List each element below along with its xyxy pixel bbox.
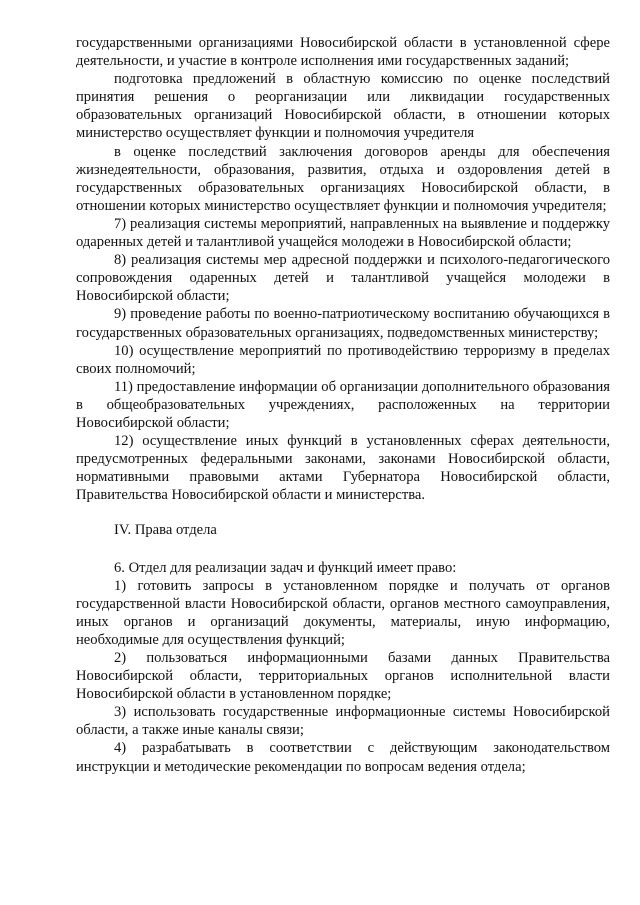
document-page xyxy=(76,34,610,776)
paragraph: государственными организациями Новосибирской области в установленной сфере деятельности, и участие в контроле исполнения ими государственных заданий; xyxy=(76,35,610,70)
paragraph: 7) реализация системы мероприятий, направленных на выявление и поддержку одаренных детей и талантливой учащейся молодежи в Новосибирской области; xyxy=(76,215,610,251)
spacer xyxy=(76,540,610,559)
paragraph: 2) пользоваться информационными базами данных Правительства Новосибирской области, территориальных органов исполнительной власти Новосибирской области в установленном порядке; xyxy=(76,650,610,703)
paragraph: в оценке последствий заключения договоров аренды для обеспечения жизнедеятельности, образования, развития, отдыха и оздоровления детей в государственных образовательных организациях Новосибирской области, в отношении которых министерство осуществляет функции и полномочия учредителя; xyxy=(76,143,610,214)
paragraph-group-functions xyxy=(76,34,610,504)
paragraph: 6. Отдел для реализации задач и функций имеет право: xyxy=(114,559,457,576)
spacer xyxy=(76,504,610,521)
paragraph: 4) разрабатывать в соответствии с действующим законодательством инструкции и методические рекомендации по вопросам ведения отдела; xyxy=(76,740,610,775)
paragraph: 8) реализация системы мер адресной поддержки и психолого-педагогического сопровождения одаренных детей и талантливой учащейся молодежи в Новосибирской области; xyxy=(76,252,610,305)
paragraph: 1) готовить запросы в установленном порядке и получать от органов государственной власти Новосибирской области, органов местного самоуправления, иных органов и организаций документы, материалы, иную информацию, необходимые для осуществления функций; xyxy=(76,577,610,648)
paragraph: 11) предоставление информации об организации дополнительного образования в общеобразовательных учреждениях, расположенных на территории Новосибирской области; xyxy=(76,378,610,431)
section-heading: IV. Права отдела xyxy=(114,522,217,539)
paragraph: 10) осуществление мероприятий по противодействию терроризму в пределах своих полномочий; xyxy=(76,342,610,377)
paragraph: подготовка предложений в областную комиссию по оценке последствий принятия решения о реорганизации или ликвидации государственных образовательных организаций Новосибирской области, в отношении которых министерство осуществляет функции и полномочия учредителя xyxy=(76,71,610,142)
paragraph-group-rights xyxy=(76,559,610,776)
paragraph: 12) осуществление иных функций в установленных сферах деятельности, предусмотренных федеральными законами, законами Новосибирской области, нормативными правовыми актами Губернатора Новосибирской области, Правительства Новосибирской области и министерства. xyxy=(76,433,610,504)
paragraph: 9) проведение работы по военно-патриотическому воспитанию обучающихся в государственных образовательных организациях, подведомственных министерству; xyxy=(76,306,610,341)
paragraph: 3) использовать государственные информационные системы Новосибирской области, а также иные каналы связи; xyxy=(76,704,610,739)
